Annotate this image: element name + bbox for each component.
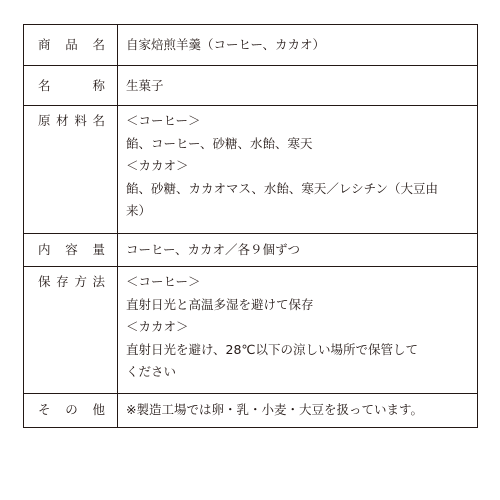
key-char: 名 xyxy=(92,113,105,128)
row-key-ingredients xyxy=(24,106,118,234)
value-line: 餡、砂糖、カカオマス、水飴、寒天／レシチン（大豆由 xyxy=(126,180,438,196)
value-line: コーヒー、カカオ／各９個ずつ xyxy=(126,242,301,257)
key-char: 名 xyxy=(92,37,105,52)
row-value-storage xyxy=(118,267,478,394)
row-storage xyxy=(24,267,478,394)
row-ingredients xyxy=(24,106,478,234)
row-value-contents xyxy=(118,234,478,267)
row-other xyxy=(24,394,478,428)
key-char: 材 xyxy=(56,113,69,128)
row-key-category xyxy=(24,66,118,106)
value-line: ＜コーヒー＞ xyxy=(126,274,201,289)
key-char: 内 xyxy=(38,242,51,257)
value-line: ※製造工場では卵・乳・小麦・大豆を扱っています。 xyxy=(126,402,423,417)
value-line: 生菓子 xyxy=(126,78,164,93)
row-key-other xyxy=(24,394,118,428)
key-char: 料 xyxy=(74,113,87,128)
value-line: 来） xyxy=(126,203,152,218)
key-char: そ xyxy=(38,402,51,417)
key-char: 量 xyxy=(92,242,105,257)
key-char: 存 xyxy=(56,274,69,289)
row-key-product-name xyxy=(24,25,118,66)
key-char: 方 xyxy=(74,274,87,289)
row-key-contents xyxy=(24,234,118,267)
key-char: 容 xyxy=(65,242,78,257)
key-char: の xyxy=(65,402,78,417)
value-line: 餡、コーヒー、砂糖、水飴、寒天 xyxy=(126,135,313,151)
value-line: ＜カカオ＞ xyxy=(126,158,189,173)
row-contents xyxy=(24,234,478,267)
value-line: 直射日光と高温多湿を避けて保存 xyxy=(126,296,314,312)
key-char: 品 xyxy=(65,37,78,52)
row-category xyxy=(24,66,478,106)
key-char: 商 xyxy=(38,37,51,52)
key-char: 名 xyxy=(38,78,51,93)
value-line: ください xyxy=(126,364,177,379)
row-value-other xyxy=(118,394,478,428)
key-char: 保 xyxy=(38,274,51,289)
row-value-product-name xyxy=(118,25,478,66)
key-char: 原 xyxy=(38,113,51,128)
row-product-name xyxy=(24,25,478,66)
product-label-table xyxy=(23,24,478,428)
value-line: ＜コーヒー＞ xyxy=(126,113,201,128)
label-table-body xyxy=(24,25,478,428)
key-char: 他 xyxy=(92,402,105,417)
key-char: 称 xyxy=(92,78,105,93)
value-line: ＜カカオ＞ xyxy=(126,319,189,334)
row-value-category xyxy=(118,66,478,106)
value-line: 直射日光を避け、28℃以下の涼しい場所で保管して xyxy=(126,341,418,357)
key-char: 法 xyxy=(92,274,105,289)
row-value-ingredients xyxy=(118,106,478,234)
row-key-storage xyxy=(24,267,118,394)
value-line: 自家焙煎羊羹（コーヒー、カカオ） xyxy=(126,37,326,52)
